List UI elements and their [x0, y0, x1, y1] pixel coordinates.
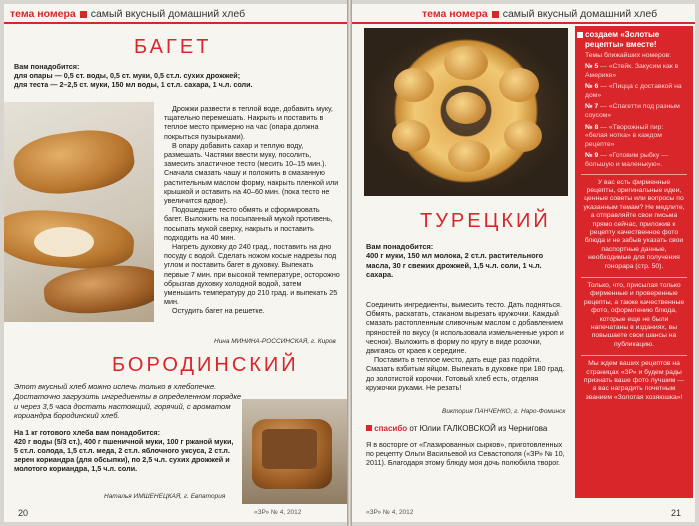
turkish-author: Виктория ПАНЧЕНКО, г. Наро-Фоминск [442, 408, 566, 415]
sidebar-divider [581, 277, 687, 278]
right-footer: «ЗР» № 4, 2012 [366, 509, 414, 516]
borodino-photo [242, 399, 347, 504]
topic-item: № 8 — «Творожный пир: «белая нотка» в каждом рецепте» [585, 123, 664, 148]
square-bullet-icon-sidebar [577, 32, 583, 38]
sidebar-divider [581, 355, 687, 356]
right-page-number: 21 [670, 508, 681, 518]
left-footer: «ЗР» № 4, 2012 [254, 509, 302, 516]
turkish-ingredients-list: 400 г муки, 150 мл молока, 2 ст.л. растительного масла, 30 г свежих дрожжей, 1,5 ч.л. соли, 1 ч.л. сахара. [366, 251, 544, 280]
topics-list [575, 63, 693, 170]
borodino-need-label: На 1 кг готового хлеба вам понадобится: [14, 428, 161, 437]
borodino-intro: Этот вкусный хлеб можно испечь только в хлебопечке. Достаточно загрузить ингредиенты в определенном порядке и через 3,5 часа достать настоящий, горячий, с ароматом кориандра бородинский хлеб. [14, 382, 242, 421]
right-page [352, 4, 695, 522]
turkish-steps [366, 300, 566, 392]
turkish-step-2: Поставить в теплое место, дать еще раз подойти. Смазать взбитым яйцом. Выпекать в духовке при 180 град. до золотистой корочки. Готовый хлеб есть, отделяя кружочки руками. Не резать! [366, 355, 565, 392]
topic-item: № 7 — «Спагетти под разным соусом» [585, 103, 680, 119]
baguette-step-3: Подошедшее тесто обмять и сформировать багет. Выложить на посыпанный мукой противень, посыпать мукой сверху, накрыть и поставить подходить на 40 мин. [164, 205, 333, 242]
right-header [422, 8, 657, 20]
turkish-need-label: Вам понадобится: [366, 242, 434, 251]
square-bullet-icon [80, 11, 87, 18]
header-rule-right [352, 22, 695, 24]
section-subject-right: самый вкусный домашний хлеб [502, 8, 658, 20]
borodino-author: Наталья ИМШЕНЕЦКАЯ, г. Евпатория [104, 493, 226, 500]
baguette-step-4: Нагреть духовку до 240 град., поставить на дно посуду с водой. Сделать ножом косые надрезы под углом и поставить багет в духовку. Выпекать первые 7 мин. при высокой температуре, осторожно обрызгав духовку холодной водой, затем уменьшить температуру до 210 град. и выпекать 25 мин. [164, 242, 340, 307]
baguette-need-label: Вам понадобится: [14, 62, 80, 71]
thanks-keyword: спасибо [374, 424, 408, 433]
left-page-number: 20 [18, 508, 29, 518]
baguette-ingredients-1: для опары — 0,5 ст. воды, 0,5 ст. муки, 0,5 ст.л. сухих дрожжей; [14, 71, 241, 81]
sidebar-para-3: Мы ждем ваших рецептов на страницах «ЗР» и будем рады признать ваше фото лучшим — а вас наградить почетным званием «Золотая хозяюшка»! [583, 360, 685, 401]
golden-recipes-sidebar [575, 26, 693, 498]
thanks-heading [366, 424, 547, 433]
turkish-title: ТУРЕЦКИЙ [420, 210, 551, 232]
section-tag-right: тема номера [422, 8, 488, 20]
section-tag: тема номера [10, 8, 76, 20]
square-bullet-icon-thanks [366, 425, 372, 431]
baguette-ingredients-2: для теста — 2–2,5 ст. муки, 150 мл воды, 1 ст.л. сахара, 1 ч.л. соли. [14, 80, 253, 90]
square-bullet-icon-right [492, 11, 499, 18]
baguette-author: Нина МИНИНА-РОССИНСКАЯ, г. Киров [214, 338, 336, 345]
baguette-photo [4, 102, 154, 322]
header-rule [4, 22, 347, 24]
baguette-steps [164, 104, 340, 316]
sidebar-para-1: У вас есть фирменные рецепты, оригинальные идеи, ценные советы или вопросы по указанным темам? Не медлите, а отправляйте свои письма прямо сейчас, приложив к рецепту качественное фото блюда и не забыв указать свои паспортные данные, необходимые для получения гонорара (стр. 50). [583, 178, 685, 270]
thanks-body: Я в восторге от «Глазированных сырков», приготовленных по рецепту Ольги Васильевой из Севастополя («ЗР» № 10, 2011). Благодаря этому блюду моя дочь полюбила творог. [366, 440, 565, 468]
baguette-step-5: Остудить багет на решетке. [172, 306, 265, 316]
baguette-ingredients [14, 62, 334, 90]
sidebar-subheading: Темы ближайших номеров: [585, 52, 672, 59]
baguette-step-1: Дрожжи развести в теплой воде, добавить муку, тщательно перемешать. Накрыть и поставить в теплое место примерно на час (опара должна покрыться пузырьками). [164, 104, 333, 141]
topic-item: № 5 — «Стейк. Закусим как в Америке» [585, 63, 679, 79]
borodino-ingredients-list: 420 г воды (5/3 ст.), 400 г пшеничной муки, 100 г ржаной муки, 5 ст.л. солода, 1,5 ст.л. меда, 2 ст.л. яблочного уксуса, 2 ст.л. зерен кориандра (для обсыпки), по 2,5 ч.л. сухих дрожжей и молотого кориандра, 1,5 ч.л. соли. [14, 437, 234, 473]
left-page [4, 4, 347, 522]
sidebar-heading: создаем «Золотые рецепты» вместе! [575, 26, 693, 50]
turkish-step-1: Соединить ингредиенты, вымесить тесто. Дать подняться. Обмять, раскатать, стаканом вырезать кружочки. Каждый смазать растопленным сливочным маслом с добавлением пряностей по вкусу (я использовала измельченные укроп и чеснок). Выложить в форму по кругу в виде розочки, двигаясь от краев к середине. [366, 300, 564, 356]
baguette-step-2: В опару добавить сахар и теплую воду, размешать. Частями ввести муку, посолить, замесить эластичное тесто (месить 10–15 мин.). Сначала смазать чашу и положить в смазанную растительным маслом форму, накрыть пленкой или крышкой и оставить на 40–60 мин. (пока тесто не увеличится вдвое). [164, 140, 339, 206]
topic-item: № 6 — «Пицца с доставкой на дом» [585, 83, 682, 99]
baguette-title: БАГЕТ [134, 36, 212, 58]
turkish-bread-photo [364, 28, 568, 196]
left-header [10, 8, 245, 20]
sidebar-divider [581, 174, 687, 175]
turkish-ingredients [366, 242, 566, 280]
topic-item: № 9 — «Готовим рыбку — большую и маленькую». [585, 152, 668, 168]
sidebar-para-2: Только, что, присылая только фирменные и проверенные рецепты, а также качественные фото, оформлению блюда, которые еще не были напечатаны в изданиях, вы повышаете свои шансы на публикацию. [583, 282, 685, 348]
borodino-ingredients [14, 428, 234, 473]
borodino-title: БОРОДИНСКИЙ [112, 354, 299, 376]
section-subject: самый вкусный домашний хлеб [90, 8, 246, 20]
thanks-text: от Юлии ГАЛКОВСКОЙ из Чернигова [409, 424, 548, 433]
